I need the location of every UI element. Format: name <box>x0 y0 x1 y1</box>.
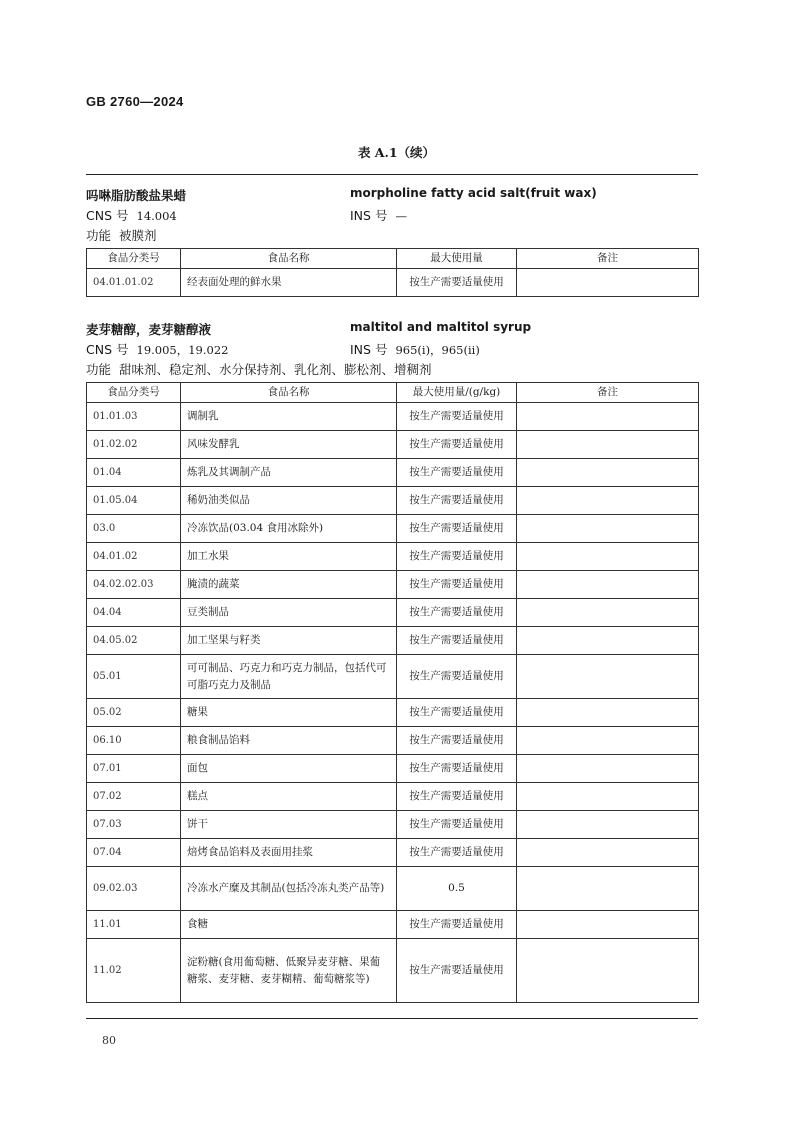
max-use: 按生产需要适量使用 <box>397 655 517 699</box>
table-row <box>87 431 699 459</box>
additive-section-maltitol <box>86 320 698 1003</box>
table-row <box>87 655 699 699</box>
table-row <box>87 783 699 811</box>
table-row <box>87 459 699 487</box>
table-row <box>87 543 699 571</box>
cns-label: CNS 号 <box>86 208 129 223</box>
food-code: 03.0 <box>87 515 181 543</box>
usage-table <box>86 382 699 1003</box>
max-use: 按生产需要适量使用 <box>397 627 517 655</box>
food-code: 05.02 <box>87 699 181 727</box>
table-row <box>87 699 699 727</box>
table-header-row <box>87 249 699 269</box>
food-name: 糕点 <box>181 783 397 811</box>
page-number: 80 <box>102 1034 116 1047</box>
note <box>517 431 699 459</box>
food-code: 07.01 <box>87 755 181 783</box>
table-row <box>87 867 699 911</box>
max-use: 按生产需要适量使用 <box>397 403 517 431</box>
max-use: 0.5 <box>397 867 517 911</box>
table-row <box>87 487 699 515</box>
food-name: 冷冻饮品(03.04 食用冰除外) <box>181 515 397 543</box>
table-row <box>87 911 699 939</box>
col-header-max-use: 最大使用量/(g/kg) <box>397 383 517 403</box>
note <box>517 911 699 939</box>
food-name: 炼乳及其调制产品 <box>181 459 397 487</box>
col-header-code: 食品分类号 <box>87 383 181 403</box>
table-row <box>87 839 699 867</box>
function-label: 功能 <box>86 362 112 377</box>
additive-name-en: maltitol and maltitol syrup <box>350 320 532 334</box>
table-caption: 表 A.1（续） <box>357 145 436 160</box>
col-header-note: 备注 <box>517 249 699 269</box>
table-row <box>87 811 699 839</box>
note <box>517 755 699 783</box>
ins-label: INS 号 <box>350 208 388 223</box>
max-use: 按生产需要适量使用 <box>397 811 517 839</box>
table-row <box>87 727 699 755</box>
food-name: 加工坚果与籽类 <box>181 627 397 655</box>
table-row <box>87 403 699 431</box>
bottom-rule <box>86 1018 698 1019</box>
ins-number: 965(i)，965(ii) <box>395 343 480 357</box>
col-header-name: 食品名称 <box>181 249 397 269</box>
food-name: 豆类制品 <box>181 599 397 627</box>
note <box>517 403 699 431</box>
table-row <box>87 627 699 655</box>
note <box>517 571 699 599</box>
max-use: 按生产需要适量使用 <box>397 599 517 627</box>
food-name: 淀粉糖(食用葡萄糖、低聚异麦芽糖、果葡糖浆、麦芽糖、麦芽糊精、葡萄糖浆等) <box>181 939 397 1003</box>
ins-number: — <box>395 209 407 223</box>
food-code: 11.02 <box>87 939 181 1003</box>
food-name: 焙烤食品馅料及表面用挂浆 <box>181 839 397 867</box>
col-header-name: 食品名称 <box>181 383 397 403</box>
max-use: 按生产需要适量使用 <box>397 487 517 515</box>
cns-number: 14.004 <box>136 209 177 223</box>
food-name: 调制乳 <box>181 403 397 431</box>
note <box>517 783 699 811</box>
food-code: 07.03 <box>87 811 181 839</box>
max-use: 按生产需要适量使用 <box>397 755 517 783</box>
food-code: 04.02.02.03 <box>87 571 181 599</box>
food-name: 冷冻水产糜及其制品(包括冷冻丸类产品等) <box>181 867 397 911</box>
food-code: 07.04 <box>87 839 181 867</box>
food-code: 11.01 <box>87 911 181 939</box>
note <box>517 699 699 727</box>
food-code: 05.01 <box>87 655 181 699</box>
usage-table <box>86 248 699 297</box>
food-name: 稀奶油类似品 <box>181 487 397 515</box>
max-use: 按生产需要适量使用 <box>397 515 517 543</box>
table-row <box>87 755 699 783</box>
max-use: 按生产需要适量使用 <box>397 783 517 811</box>
table-row <box>87 269 699 297</box>
note <box>517 811 699 839</box>
max-use: 按生产需要适量使用 <box>397 543 517 571</box>
max-use: 按生产需要适量使用 <box>397 699 517 727</box>
max-use: 按生产需要适量使用 <box>397 727 517 755</box>
note <box>517 655 699 699</box>
food-code: 09.02.03 <box>87 867 181 911</box>
food-name: 糖果 <box>181 699 397 727</box>
additive-section-morpholine <box>86 186 698 297</box>
note <box>517 839 699 867</box>
top-rule <box>86 174 698 175</box>
note <box>517 459 699 487</box>
food-code: 04.05.02 <box>87 627 181 655</box>
note <box>517 939 699 1003</box>
food-code: 01.02.02 <box>87 431 181 459</box>
note <box>517 515 699 543</box>
note <box>517 269 699 297</box>
note <box>517 867 699 911</box>
food-code: 01.05.04 <box>87 487 181 515</box>
col-header-code: 食品分类号 <box>87 249 181 269</box>
food-name: 风味发酵乳 <box>181 431 397 459</box>
note <box>517 487 699 515</box>
note <box>517 543 699 571</box>
food-code: 01.04 <box>87 459 181 487</box>
food-code: 04.01.01.02 <box>87 269 181 297</box>
food-code: 04.04 <box>87 599 181 627</box>
food-name: 饼干 <box>181 811 397 839</box>
cns-number: 19.005，19.022 <box>136 343 229 357</box>
table-header-row <box>87 383 699 403</box>
note <box>517 599 699 627</box>
function-value: 被膜剂 <box>119 228 157 243</box>
table-row <box>87 599 699 627</box>
table-row <box>87 571 699 599</box>
cns-label: CNS 号 <box>86 342 129 357</box>
max-use: 按生产需要适量使用 <box>397 839 517 867</box>
col-header-note: 备注 <box>517 383 699 403</box>
additive-name-cn: 吗啉脂肪酸盐果蜡 <box>86 188 187 203</box>
max-use: 按生产需要适量使用 <box>397 571 517 599</box>
function-value: 甜味剂、稳定剂、水分保持剂、乳化剂、膨松剂、增稠剂 <box>119 362 432 377</box>
food-code: 07.02 <box>87 783 181 811</box>
food-name: 粮食制品馅料 <box>181 727 397 755</box>
note <box>517 727 699 755</box>
table-row <box>87 515 699 543</box>
col-header-max-use: 最大使用量 <box>397 249 517 269</box>
additive-name-en: morpholine fatty acid salt(fruit wax) <box>350 186 597 200</box>
food-code: 01.01.03 <box>87 403 181 431</box>
max-use: 按生产需要适量使用 <box>397 431 517 459</box>
ins-label: INS 号 <box>350 342 388 357</box>
standard-code: GB 2760—2024 <box>86 94 184 109</box>
max-use: 按生产需要适量使用 <box>397 911 517 939</box>
note <box>517 627 699 655</box>
max-use: 按生产需要适量使用 <box>397 269 517 297</box>
max-use: 按生产需要适量使用 <box>397 459 517 487</box>
table-row <box>87 939 699 1003</box>
food-code: 06.10 <box>87 727 181 755</box>
additive-name-cn: 麦芽糖醇，麦芽糖醇液 <box>86 322 212 337</box>
food-name: 可可制品、巧克力和巧克力制品，包括代可可脂巧克力及制品 <box>181 655 397 699</box>
max-use: 按生产需要适量使用 <box>397 939 517 1003</box>
food-code: 04.01.02 <box>87 543 181 571</box>
function-label: 功能 <box>86 228 112 243</box>
food-name: 面包 <box>181 755 397 783</box>
food-name: 经表面处理的鲜水果 <box>181 269 397 297</box>
food-name: 加工水果 <box>181 543 397 571</box>
food-name: 食糖 <box>181 911 397 939</box>
food-name: 腌渍的蔬菜 <box>181 571 397 599</box>
